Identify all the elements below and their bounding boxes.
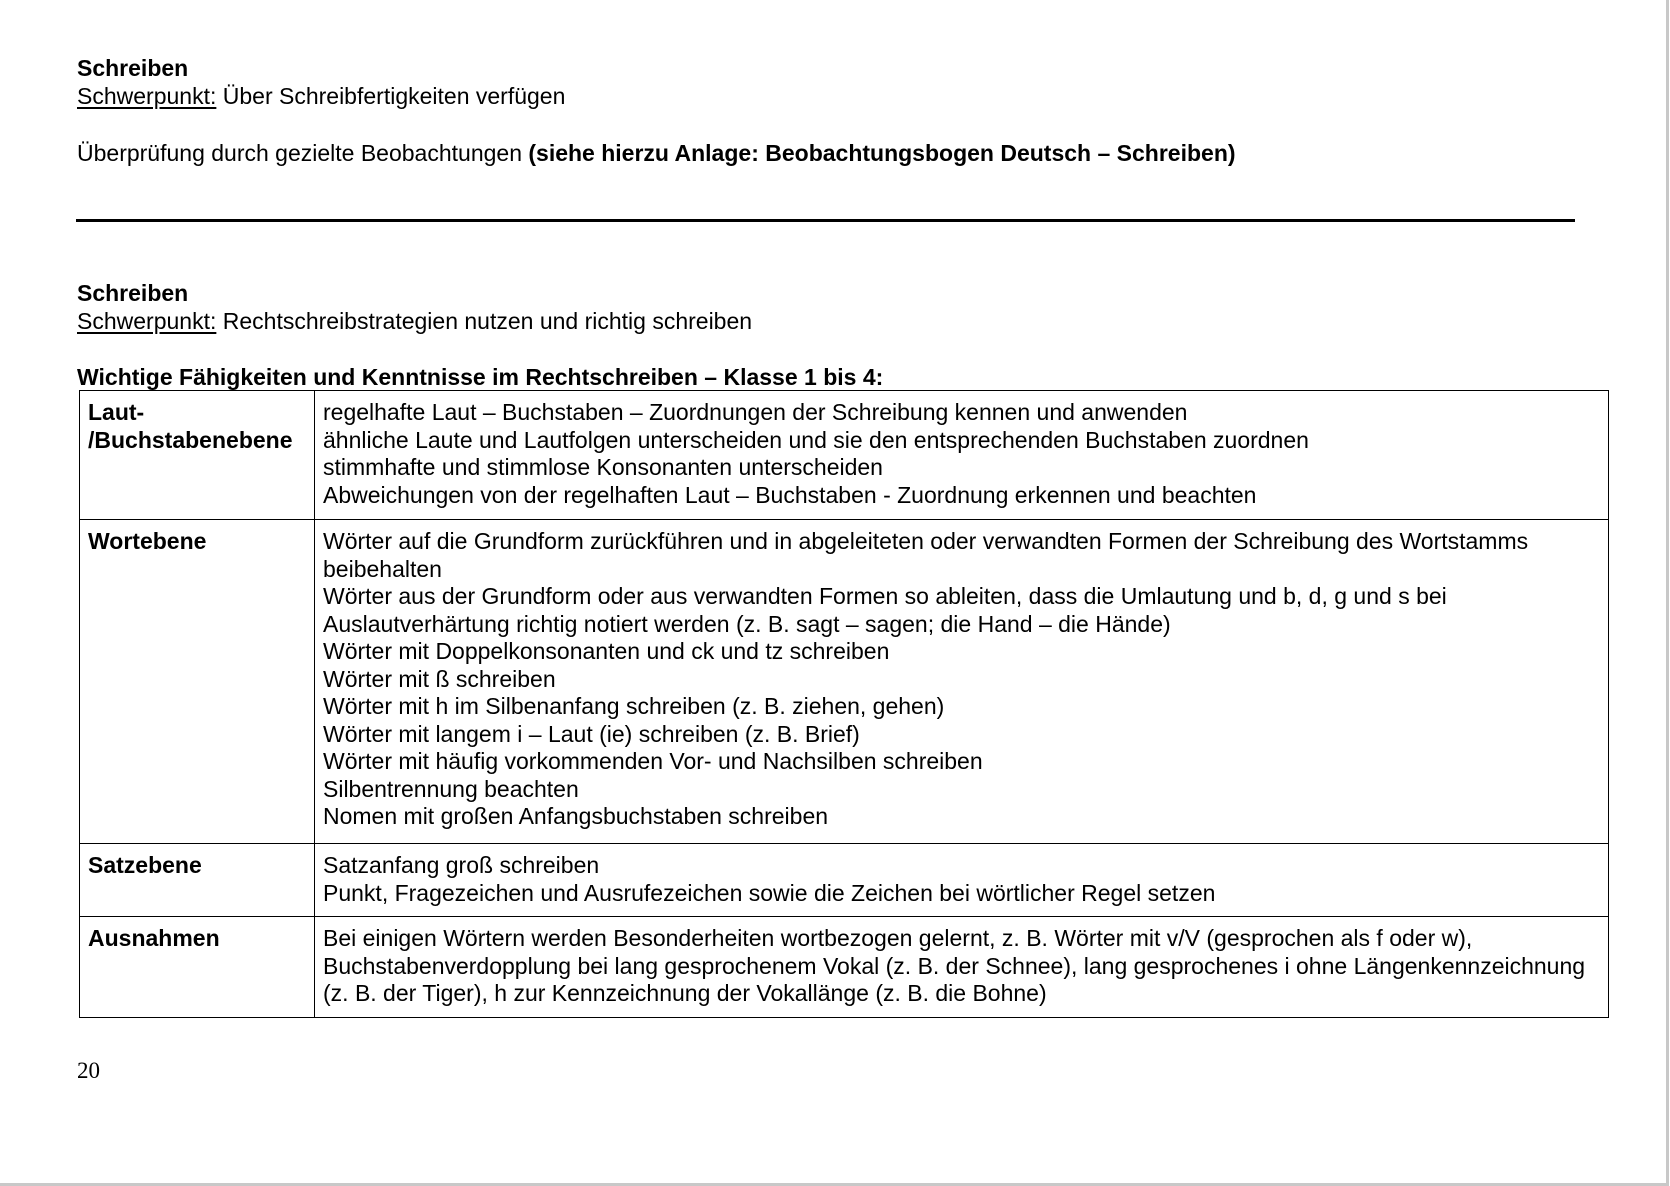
level-label: /Buchstabenebene: [88, 426, 293, 453]
skill-item: Punkt, Fragezeichen und Ausrufezeichen sowie die Zeichen bei wörtlicher Regel setzen: [323, 879, 1216, 906]
skill-item: Abweichungen von der regelhaften Laut – Buchstaben - Zuordnung erkennen und beachten: [323, 481, 1257, 508]
skills-cell: [315, 520, 1609, 844]
skill-item: Wörter mit Doppelkonsonanten und ck und tz schreiben: [323, 638, 890, 664]
level-label: Ausnahmen: [88, 925, 220, 951]
section1-check-reference: (siehe hierzu Anlage: Beobachtungsbogen Deutsch – Schreiben): [528, 140, 1236, 166]
level-cell: [80, 917, 315, 1018]
skill-item: Nomen mit großen Anfangsbuchstaben schreiben: [323, 803, 829, 829]
skill-item: Wörter mit häufig vorkommenden Vor- und Nachsilben schreiben: [323, 748, 983, 774]
skill-item: Wörter mit h im Silbenanfang schreiben (z. B. ziehen, gehen): [323, 693, 945, 719]
level-label: Wortebene: [88, 528, 207, 554]
level-cell: [80, 391, 315, 520]
level-label: Satzebene: [88, 852, 202, 878]
section1-focus-label: Schwerpunkt:: [77, 83, 217, 109]
level-cell: [80, 844, 315, 917]
table-row: [80, 520, 1609, 844]
section2-focus-text: Rechtschreibstrategien nutzen und richtig schreiben: [216, 308, 753, 334]
skill-item: ähnliche Laute und Lautfolgen unterscheiden und sie den entsprechenden Buchstaben zuordnen: [323, 426, 1309, 453]
skill-item: Silbentrennung beachten: [323, 775, 579, 802]
skills-cell: [315, 844, 1609, 917]
section1-focus: [77, 82, 565, 110]
skill-item: stimmhafte und stimmlose Konsonanten unterscheiden: [323, 454, 883, 480]
table-title: Wichtige Fähigkeiten und Kenntnisse im Rechtschreiben – Klasse 1 bis 4:: [77, 364, 884, 390]
page-number: 20: [77, 1058, 100, 1083]
skill-item: Satzanfang groß schreiben: [323, 852, 600, 878]
skill-item: Wörter aus der Grundform oder aus verwandten Formen so ableiten, dass die Umlautung und b, d, g und s bei Auslautverhärtung richtig notiert werden (z. B. sagt – sagen; die Hand – die Hände): [323, 583, 1447, 637]
horizontal-divider: [76, 219, 1575, 222]
spelling-skills-table: [79, 390, 1609, 1018]
skill-item: regelhafte Laut – Buchstaben – Zuordnungen der Schreibung kennen und anwenden: [323, 399, 1188, 425]
section1-check-text: Überprüfung durch gezielte Beobachtungen: [77, 140, 529, 166]
level-label: Laut-: [88, 399, 145, 425]
skills-cell: [315, 917, 1609, 1018]
skill-item: Wörter auf die Grundform zurückführen und in abgeleiteten oder verwandten Formen der Schreibung des Wortstamms beibehalten: [323, 528, 1529, 582]
section1-check: [77, 139, 1236, 167]
skill-item: Wörter mit langem i – Laut (ie) schreiben (z. B. Brief): [323, 720, 860, 747]
section1-focus-text: Über Schreibfertigkeiten verfügen: [216, 83, 566, 109]
section2-heading: Schreiben: [77, 280, 189, 306]
skills-cell: [315, 391, 1609, 520]
section2-focus-label: Schwerpunkt:: [77, 308, 217, 334]
table-row: [80, 844, 1609, 917]
skill-item: Bei einigen Wörtern werden Besonderheiten wortbezogen gelernt, z. B. Wörter mit v/V (gesprochen als f oder w), Buchstabenverdopplung bei lang gesprochenem Vokal (z. B. der Schnee), lang gesprochenes i ohne Längenkennzeichnung (z. B. der Tiger), h zur Kennzeichnung der Vokallänge (z. B. die Bohne): [323, 925, 1586, 1006]
skill-item: Wörter mit ß schreiben: [323, 665, 556, 692]
section2-focus: [77, 307, 752, 335]
table-row: [80, 917, 1609, 1018]
section1-heading: Schreiben: [77, 55, 189, 81]
level-cell: [80, 520, 315, 844]
table-row: [80, 391, 1609, 520]
